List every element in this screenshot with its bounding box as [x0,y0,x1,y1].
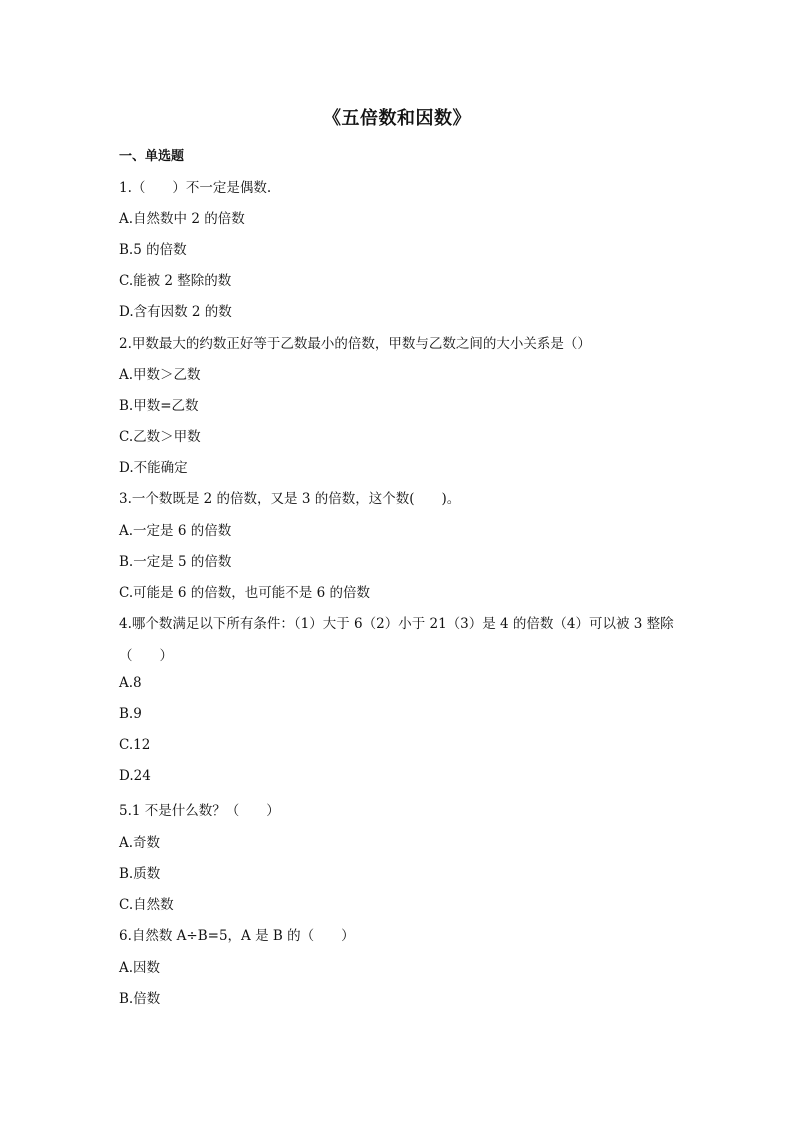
option-6a: A.因数 [119,960,161,976]
option-2a: A.甲数＞乙数 [119,367,201,383]
option-4a: A.8 [119,675,142,691]
question-2: 2.甲数最大的约数正好等于乙数最小的倍数，甲数与乙数之间的大小关系是（） [119,336,591,352]
option-5c: C.自然数 [119,897,174,913]
option-4c: C.12 [119,737,151,753]
option-1c: C.能被 2 整除的数 [119,273,232,289]
option-3a: A.一定是 6 的倍数 [119,523,232,539]
option-3c: C.可能是 6 的倍数，也可能不是 6 的倍数 [119,585,370,601]
option-2c: C.乙数＞甲数 [119,429,201,445]
question-5: 5.1 不是什么数？（ ） [119,803,280,819]
document-title: 《五倍数和因数》 [323,108,471,129]
option-1d: D.含有因数 2 的数 [119,304,232,320]
option-4b: B.9 [119,706,142,722]
option-1a: A.自然数中 2 的倍数 [119,211,245,227]
question-4: 4.哪个数满足以下所有条件：（1）大于 6（2）小于 21（3）是 4 的倍数（4）可以被 3 整除 [119,616,674,632]
question-1: 1.（ ）不一定是偶数. [119,180,272,196]
option-2d: D.不能确定 [119,460,188,476]
option-4d: D.24 [119,768,151,784]
option-5b: B.质数 [119,866,161,882]
option-1b: B.5 的倍数 [119,242,187,258]
section-heading: 一、单选题 [119,149,185,164]
question-6: 6.自然数 A÷B=5，A 是 B 的（ ） [119,928,355,944]
question-4-blank: （ ） [119,648,173,664]
option-5a: A.奇数 [119,835,161,851]
option-2b: B.甲数=乙数 [119,398,199,414]
question-3: 3.一个数既是 2 的倍数，又是 3 的倍数，这个数( )。 [119,491,461,507]
option-3b: B.一定是 5 的倍数 [119,554,232,570]
option-6b: B.倍数 [119,991,161,1007]
